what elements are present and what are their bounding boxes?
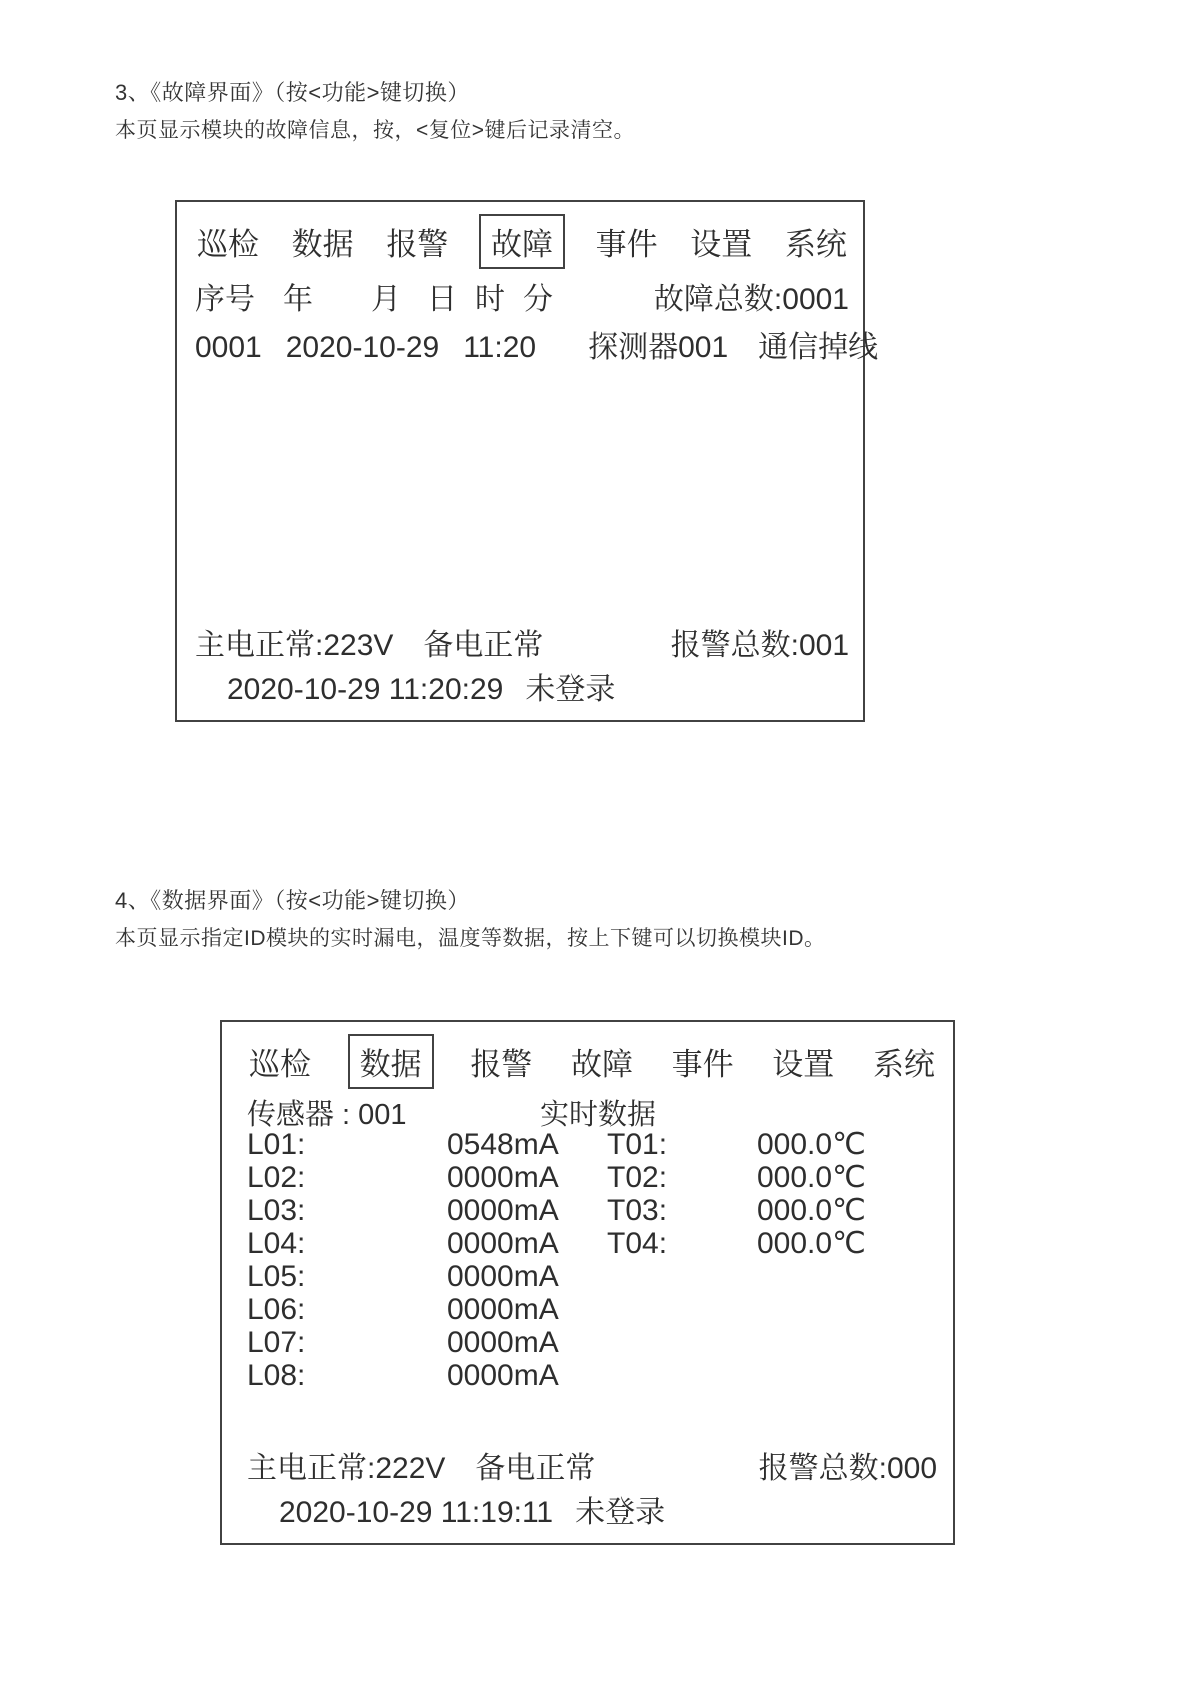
tab-system: 系统: [872, 1046, 935, 1082]
fault-event: 通信掉线: [758, 331, 879, 364]
col-month: 月: [371, 283, 401, 316]
leakage-label: L07:: [247, 1326, 306, 1359]
temp-value: 000.0℃: [757, 1194, 866, 1227]
tab-settings: 设置: [690, 226, 753, 262]
leakage-label: L06:: [247, 1293, 306, 1326]
realtime-data-table: [247, 1128, 937, 1392]
leakage-label: L08:: [247, 1359, 306, 1392]
leakage-value: 0000mA: [447, 1194, 559, 1227]
temp-value: 000.0℃: [757, 1128, 866, 1161]
status-bar: [247, 1443, 937, 1483]
temp-label: T04:: [607, 1227, 668, 1260]
status-bar: [195, 620, 849, 660]
temp-value: [757, 1359, 937, 1392]
col-seq: 序号: [195, 283, 255, 316]
data-screen: [220, 1020, 955, 1545]
leakage-label: L04:: [247, 1227, 306, 1260]
fault-date: 2020-10-29: [285, 331, 440, 364]
tab-fault: 故障: [570, 1046, 633, 1082]
login-status: 未登录: [575, 1496, 666, 1529]
backup-power-status: 备电正常: [475, 1452, 596, 1485]
fault-screen: [175, 200, 879, 722]
section-4-description: 本页显示指定ID模块的实时漏电，温度等数据，按上下键可以切换模块ID。: [115, 927, 826, 950]
menu-bar: [247, 1034, 937, 1088]
screen-blank-area: [247, 1392, 937, 1443]
temp-label: T03:: [607, 1194, 668, 1227]
leakage-value: 0000mA: [447, 1260, 559, 1293]
alarm-total-count: 报警总数:000: [758, 1452, 937, 1485]
backup-power-status: 备电正常: [423, 629, 544, 662]
fault-total-count: 故障总数:0001: [653, 283, 849, 316]
col-hour: 时: [475, 283, 505, 316]
col-year: 年: [283, 283, 313, 316]
temp-label: [607, 1359, 757, 1392]
temp-label: [607, 1260, 757, 1293]
col-minute: 分: [523, 283, 553, 316]
col-day: 日: [427, 283, 457, 316]
tab-patrol: 巡检: [197, 226, 259, 262]
leakage-label: L03:: [247, 1194, 306, 1227]
system-datetime: 2020-10-29 11:19:11: [279, 1496, 554, 1529]
tab-data: 数据: [291, 226, 354, 262]
fault-time: 11:20: [463, 331, 537, 364]
temp-value: 000.0℃: [757, 1161, 866, 1194]
temp-label: [607, 1326, 757, 1359]
main-power-status: 主电正常:223V: [195, 629, 394, 662]
leakage-value: 0000mA: [447, 1359, 559, 1392]
temp-value: 000.0℃: [757, 1227, 866, 1260]
temp-label: T02:: [607, 1161, 668, 1194]
tab-data: 数据: [348, 1034, 434, 1089]
section-4-heading: 4、《数据界面》（按<功能>键切换）: [115, 888, 470, 913]
leakage-value: 0000mA: [447, 1161, 559, 1194]
fault-table-header: [195, 274, 849, 316]
temp-value: [757, 1260, 937, 1293]
tab-event: 事件: [595, 226, 658, 262]
leakage-value: 0000mA: [447, 1227, 559, 1260]
tab-system: 系统: [784, 226, 847, 262]
main-power-status: 主电正常:222V: [247, 1452, 446, 1485]
temp-label: T01:: [607, 1128, 668, 1161]
tab-alarm: 报警: [470, 1046, 533, 1082]
system-datetime: 2020-10-29 11:20:29: [227, 673, 504, 706]
temp-label: [607, 1293, 757, 1326]
screen-blank-area: [195, 360, 849, 620]
leakage-value: 0548mA: [447, 1128, 559, 1161]
leakage-label: L01:: [247, 1128, 306, 1161]
tab-settings: 设置: [772, 1046, 835, 1082]
fault-source: 探测器001: [588, 331, 729, 364]
temp-value: [757, 1326, 937, 1359]
tab-patrol: 巡检: [249, 1046, 311, 1082]
sensor-id-label: 传感器 : 001: [247, 1099, 407, 1131]
login-status: 未登录: [525, 673, 616, 706]
leakage-label: L02:: [247, 1161, 306, 1194]
tab-fault: 故障: [479, 214, 565, 269]
tab-alarm: 报警: [386, 226, 449, 262]
tab-event: 事件: [671, 1046, 734, 1082]
section-3-description: 本页显示模块的故障信息，按，<复位>键后记录清空。: [115, 119, 636, 142]
leakage-value: 0000mA: [447, 1326, 559, 1359]
realtime-data-label: 实时数据: [540, 1099, 657, 1131]
fault-seq: 0001: [195, 331, 262, 364]
sensor-info-row: [247, 1092, 937, 1131]
leakage-value: 0000mA: [447, 1293, 559, 1326]
footer-row: [195, 664, 849, 704]
menu-bar: [195, 214, 849, 268]
fault-record-row: [195, 322, 879, 364]
footer-row: [247, 1487, 937, 1527]
temp-value: [757, 1293, 937, 1326]
leakage-label: L05:: [247, 1260, 306, 1293]
alarm-total-count: 报警总数:001: [670, 629, 849, 662]
section-3-heading: 3、《故障界面》（按<功能>键切换）: [115, 80, 470, 105]
